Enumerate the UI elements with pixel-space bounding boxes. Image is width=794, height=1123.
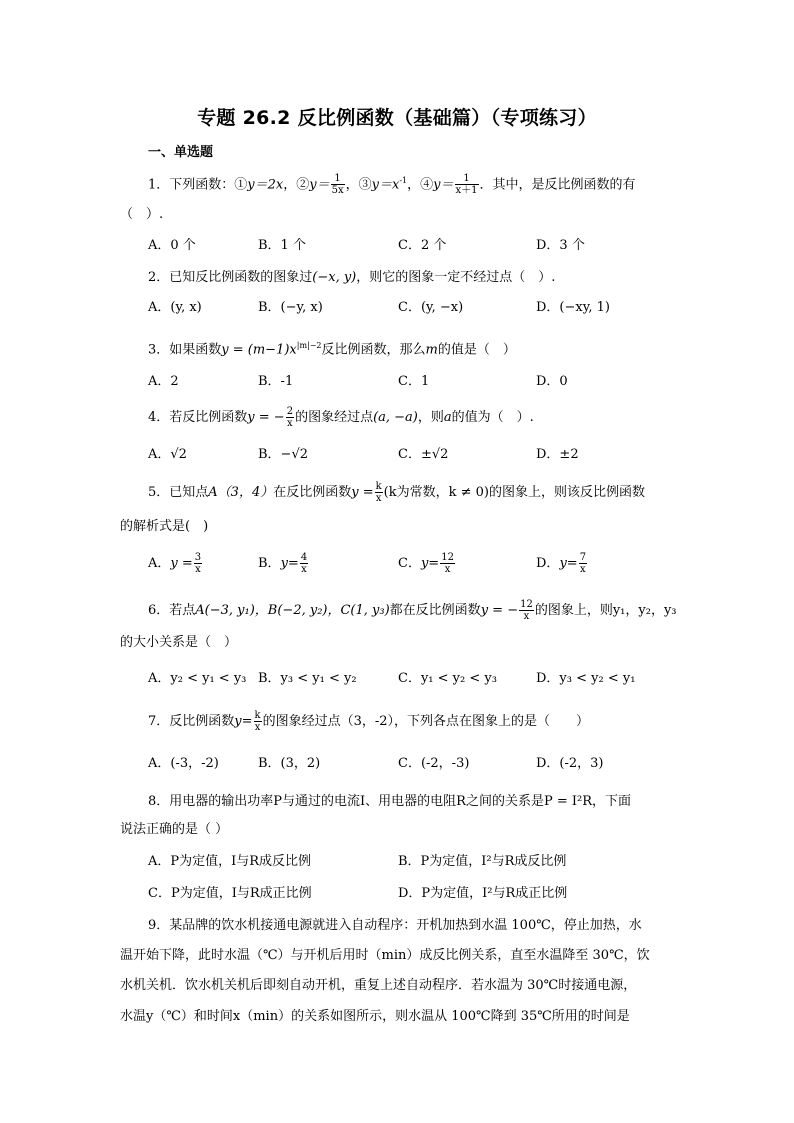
- option-b[interactable]: B．-1: [258, 374, 294, 389]
- section-heading: 一、单选题: [148, 145, 214, 160]
- option-c[interactable]: C．1: [398, 374, 430, 389]
- question-1-stem-cont: （ ）.: [120, 207, 164, 222]
- option-b[interactable]: B．y= $\frac{4}{x}$: [258, 552, 308, 575]
- option-b[interactable]: B．(3，2): [258, 756, 321, 771]
- option-c[interactable]: C．(y, −x): [398, 300, 464, 315]
- question-7-stem: 7．反比例函数y= $\frac{k}{x}$ 的图象经过点（3，-2），下列各点在图象上的是（ ）: [148, 710, 590, 733]
- option-a[interactable]: A．y₂ < y₁ < y₃: [148, 671, 247, 686]
- option-a[interactable]: A．0 个: [148, 238, 196, 253]
- option-b[interactable]: B．y₃ < y₁ < y₂: [258, 671, 357, 686]
- option-d[interactable]: D．P为定值，I²与R成正比例: [398, 886, 568, 901]
- question-9-line-4: 水温y（℃）和时间x（min）的关系如图所示，则水温从 100℃降到 35℃所用的时间是: [120, 1009, 630, 1024]
- question-8-stem: 8．用电器的输出功率P与通过的电流I、用电器的电阻R之间的关系是P = I²R，下面: [148, 794, 631, 809]
- question-6-stem-cont: 的大小关系是（ ）: [120, 635, 238, 650]
- question-9-line-3: 水机关机．饮水机关机后即刻自动开机，重复上述自动程序．若水温为 30℃时接通电源，: [120, 978, 637, 993]
- option-d[interactable]: D．(-2，3): [536, 756, 604, 771]
- option-c[interactable]: C．y₁ < y₂ < y₃: [398, 671, 497, 686]
- option-d[interactable]: D．y₃ < y₂ < y₁: [536, 671, 636, 686]
- option-d[interactable]: D．3 个: [536, 238, 585, 253]
- option-c[interactable]: C．y= $\frac{12}{x}$: [398, 552, 454, 575]
- question-2-stem: 2．已知反比例函数的图象过(−x, y)，则它的图象一定不经过点（ ）.: [148, 270, 556, 285]
- option-d[interactable]: D．y= $\frac{7}{x}$: [536, 552, 587, 575]
- question-5-stem-cont: 的解析式是( ): [120, 519, 209, 534]
- option-d[interactable]: D．±2: [536, 447, 579, 462]
- option-a[interactable]: A．(y, x): [148, 300, 202, 315]
- question-6-stem: 6．若点A(−3, y₁)，B(−2, y₂)，C(1, y₃)都在反比例函数y = − $\frac{12}{x}$ 的图象上，则y₁，y₂，y₃: [148, 599, 677, 622]
- option-d[interactable]: D．(−xy, 1): [536, 300, 610, 315]
- option-b[interactable]: B．P为定值，I²与R成反比例: [398, 854, 567, 869]
- option-a[interactable]: A．P为定值，I与R成反比例: [148, 854, 312, 869]
- option-a[interactable]: A．2: [148, 374, 179, 389]
- option-b[interactable]: B．(−y, x): [258, 300, 323, 315]
- option-b[interactable]: B．1 个: [258, 238, 306, 253]
- question-1-stem: 1．下列函数：①y＝2x，②y＝ $\frac{1}{5x}$ ，$③y=x^{-1}$，④y＝ $\frac{1}{x+1}$ ．其中，是反比例函数的有: [148, 173, 636, 197]
- option-c[interactable]: C．2 个: [398, 238, 447, 253]
- question-3-stem: 3．如果函数$y = (m-1)x^{|m|-2}$反比例函数，那么m的值是（ ）: [148, 341, 516, 358]
- question-9-line-2: 温开始下降，此时水温（℃）与开机后用时（min）成反比例关系，直至水温降至 30℃，饮: [120, 948, 650, 963]
- option-b[interactable]: B．−√2: [258, 447, 309, 462]
- question-9-line-1: 9．某品牌的饮水机接通电源就进入自动程序：开机加热到水温 100℃，停止加热，水: [148, 918, 642, 933]
- option-d[interactable]: D．0: [536, 374, 568, 389]
- option-a[interactable]: A．y = $\frac{3}{x}$: [148, 552, 202, 575]
- question-8-stem-cont: 说法正确的是（ ）: [120, 822, 229, 837]
- option-c[interactable]: C．(-2，-3): [398, 756, 470, 771]
- question-4-stem: 4．若反比例函数y = − $\frac{2}{x}$ 的图象经过点(a, −a)，则a的值为（ ）.: [148, 406, 534, 429]
- question-5-stem: 5．已知点A（3，4）在反比例函数y = $\frac{k}{x}$ (k为常数，k ≠ 0)的图象上，则该反比例函数: [148, 481, 645, 504]
- option-c[interactable]: C．±√2: [398, 447, 449, 462]
- option-a[interactable]: A．(-3，-2): [148, 756, 219, 771]
- option-c[interactable]: C．P为定值，I与R成正比例: [148, 886, 312, 901]
- page-title: 专题 26.2 反比例函数（基础篇）（专项练习）: [197, 107, 597, 129]
- option-a[interactable]: A．√2: [148, 447, 187, 462]
